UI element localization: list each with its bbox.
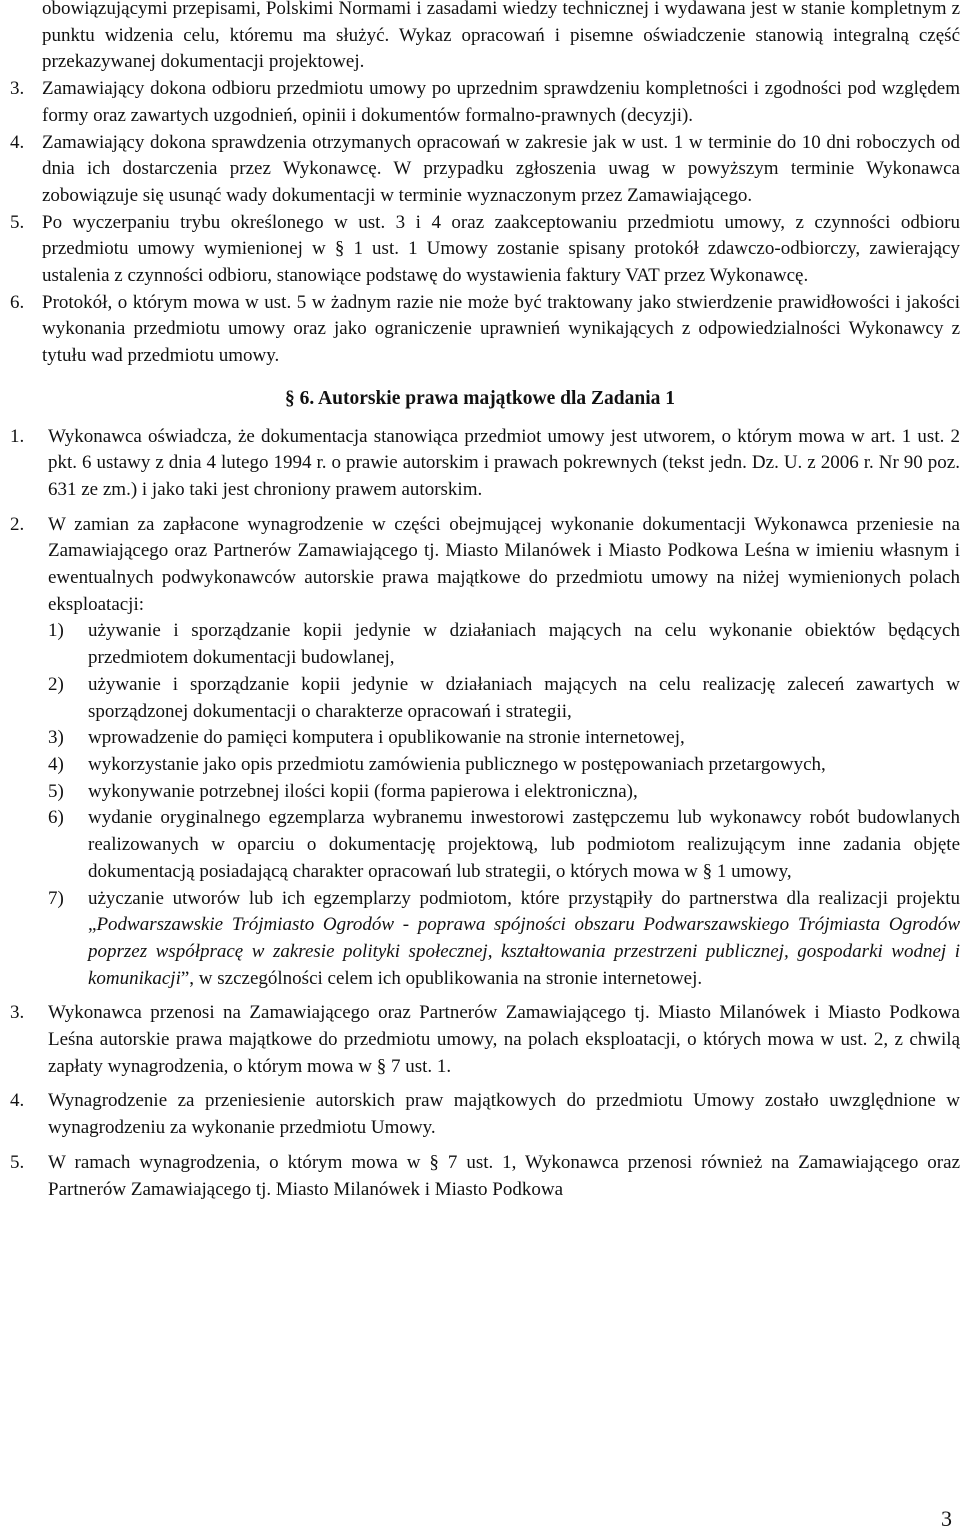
item-text: W zamian za zapłacone wynagrodzenie w części obejmującej wykonanie dokumentacji Wykonawca przeniesie na Zamawiającego oraz Partnerów Zamawiającego tj. Miasto Milanówek i Miasto Podkowa Leśna w imieniu własnym i ewentualnych podwykonawców autorskie prawa majątkowe do przedmiotu umowy na niżej wymienionych polach eksploatacji:	[48, 513, 960, 615]
item-text: Po wyczerpaniu trybu określonego w ust. 3 i 4 oraz zaakceptowaniu przedmiotu umowy, z czynności odbioru przedmiotu umowy wymienionej w § 1 ust. 1 Umowy zostanie spisany protokół zdawczo-odbiorczy, zawierający ustalenia z czynności odbioru, stanowiące podstawę do wystawienia faktury VAT przez Wykonawcę.	[42, 211, 960, 287]
list-item	[0, 76, 960, 129]
sub-list-item	[0, 779, 960, 806]
sub-item-text-end: ”, w szczególności celem ich opublikowania na stronie internetowej.	[180, 967, 703, 989]
item-text: Wykonawca przenosi na Zamawiającego oraz Partnerów Zamawiającego tj. Miasto Milanówek i Miasto Podkowa Leśna autorskie prawa majątkowe do przedmiotu umowy, na polach eksploatacji, o których mowa w ust. 2, z chwilą zapłaty wynagrodzenia, o którym mowa w § 7 ust. 1.	[48, 1002, 960, 1077]
list-item	[0, 130, 960, 210]
item-text: Protokół, o którym mowa w ust. 5 w żadnym razie nie może być traktowany jako stwierdzenie prawidłowości i jakości wykonania przedmiotu umowy oraz jako ograniczenie uprawnień wynikających z odpowiedzialności Wykonawcy z tytułu wad przedmiotu umowy.	[42, 291, 960, 367]
item-text: Zamawiający dokona sprawdzenia otrzymanych opracowań w zakresie jak w ust. 1 w terminie do 10 dni roboczych od dnia ich dostarczenia przez Wykonawcę. W przypadku zgłoszenia uwag w powyższym terminie Wykonawca zobowiązuje się usunąć wady dokumentacji w terminie wyznaczonym przez Zamawiającego.	[42, 131, 960, 206]
sub-list-item	[0, 805, 960, 885]
item-text: Wykonawca oświadcza, że dokumentacja stanowiąca przedmiot umowy jest utworem, o którym mowa w art. 1 ust. 2 pkt. 6 ustawy z dnia 4 lutego 1994 r. o prawie autorskim i prawach pokrewnych (tekst jedn. Dz. U. z 2006 r. Nr 90 poz. 631 ze zm.) i jako taki jest chroniony prawem autorskim.	[48, 425, 960, 500]
intro-paragraph: obowiązującymi przepisami, Polskimi Normami i zasadami wiedzy technicznej i wydawana jest w stanie kompletnym z punktu widzenia celu, któremu ma służyć. Wykaz opracowań i pisemne oświadczenie stanowią integralną część przekazywanej dokumentacji projektowej.	[42, 0, 960, 73]
list-item	[0, 1088, 960, 1141]
sub-item-number: 6)	[48, 807, 64, 829]
item-number: 4.	[10, 1090, 25, 1112]
list-item	[0, 424, 960, 504]
list-item	[0, 512, 960, 619]
sub-item-text: wykorzystanie jako opis przedmiotu zamówienia publicznego w postępowaniach przetargowych,	[88, 753, 826, 775]
exploitation-fields-list	[0, 618, 960, 992]
section-heading: § 6. Autorskie prawa majątkowe dla Zadania 1	[284, 387, 676, 409]
acceptance-list	[0, 76, 960, 370]
sub-item-number: 5)	[48, 780, 64, 802]
sub-item-number: 3)	[48, 727, 64, 749]
rights-list	[0, 424, 960, 1204]
list-item	[0, 1000, 960, 1080]
item-number: 5.	[10, 1151, 25, 1173]
list-item	[0, 210, 960, 290]
sub-item-number: 4)	[48, 753, 64, 775]
item-number: 3.	[10, 78, 25, 100]
sub-item-text: używanie i sporządzanie kopii jedynie w działaniach mających na celu realizację zaleceń zawartych w sporządzonej dokumentacji o charakterze opracowań i strategii,	[88, 673, 960, 722]
item-number: 1.	[10, 425, 25, 447]
sub-item-text: wydanie oryginalnego egzemplarza wybranemu inwestorowi zastępczemu lub wykonawcy robót budowlanych realizowanych w oparciu o dokumentację projektową, lub podmiotom realizującym inne zadania objęte dokumentacją posiadającą charakter opracowań lub strategii, o których mowa w § 1 umowy,	[88, 807, 960, 882]
sub-item-number: 1)	[48, 620, 64, 642]
item-number: 4.	[10, 131, 25, 153]
item-number: 3.	[10, 1002, 25, 1024]
item-number: 5.	[10, 211, 25, 233]
sub-list-item	[0, 672, 960, 725]
item-number: 6.	[10, 291, 25, 313]
sub-list-item	[0, 752, 960, 779]
sub-item-number: 7)	[48, 887, 64, 909]
sub-item-text: użyczanie utworów lub ich egzemplarzy podmiotom, które przystąpiły do partnerstwa dla realizacji projektu	[88, 887, 960, 909]
project-title: Podwarszawskie Trójmiasto Ogrodów - poprawa spójności obszaru Podwarszawskiego Trójmiasta Ogrodów poprzez współpracę w zakresie polityki społecznej, kształtowania przestrzeni publicznej, gospodarki wodnej i komunikacji	[88, 914, 960, 989]
item-text: Zamawiający dokona odbioru przedmiotu umowy po uprzednim sprawdzeniu kompletności i zgodności pod względem formy oraz zawartych uzgodnień, opinii i dokumentów formalno-prawnych (decyzji).	[42, 78, 960, 126]
list-item	[0, 1150, 960, 1203]
sub-item-text: wprowadzenie do pamięci komputera i opublikowanie na stronie internetowej,	[88, 727, 685, 749]
sub-item-text: używanie i sporządzanie kopii jedynie w działaniach mających na celu wykonanie obiektów będących przedmiotem dokumentacji budowlanej,	[88, 620, 960, 669]
item-text: Wynagrodzenie za przeniesienie autorskich praw majątkowych do przedmiotu Umowy zostało uwzględnione w wynagrodzeniu za wykonanie przedmiotu Umowy.	[48, 1090, 960, 1139]
sub-list-item	[0, 886, 960, 993]
sub-list-item	[0, 618, 960, 671]
list-item	[0, 290, 960, 370]
opening-quote: „	[88, 914, 97, 936]
page-number: 3	[941, 1506, 952, 1532]
sub-list-item	[0, 725, 960, 752]
sub-item-text: wykonywanie potrzebnej ilości kopii (forma papierowa i elektroniczna),	[88, 780, 638, 802]
item-number: 2.	[10, 513, 25, 535]
item-text: W ramach wynagrodzenia, o którym mowa w § 7 ust. 1, Wykonawca przenosi również na Zamawiającego oraz Partnerów Zamawiającego tj. Miasto Milanówek i Miasto Podkowa	[48, 1151, 960, 1200]
sub-item-number: 2)	[48, 673, 64, 695]
